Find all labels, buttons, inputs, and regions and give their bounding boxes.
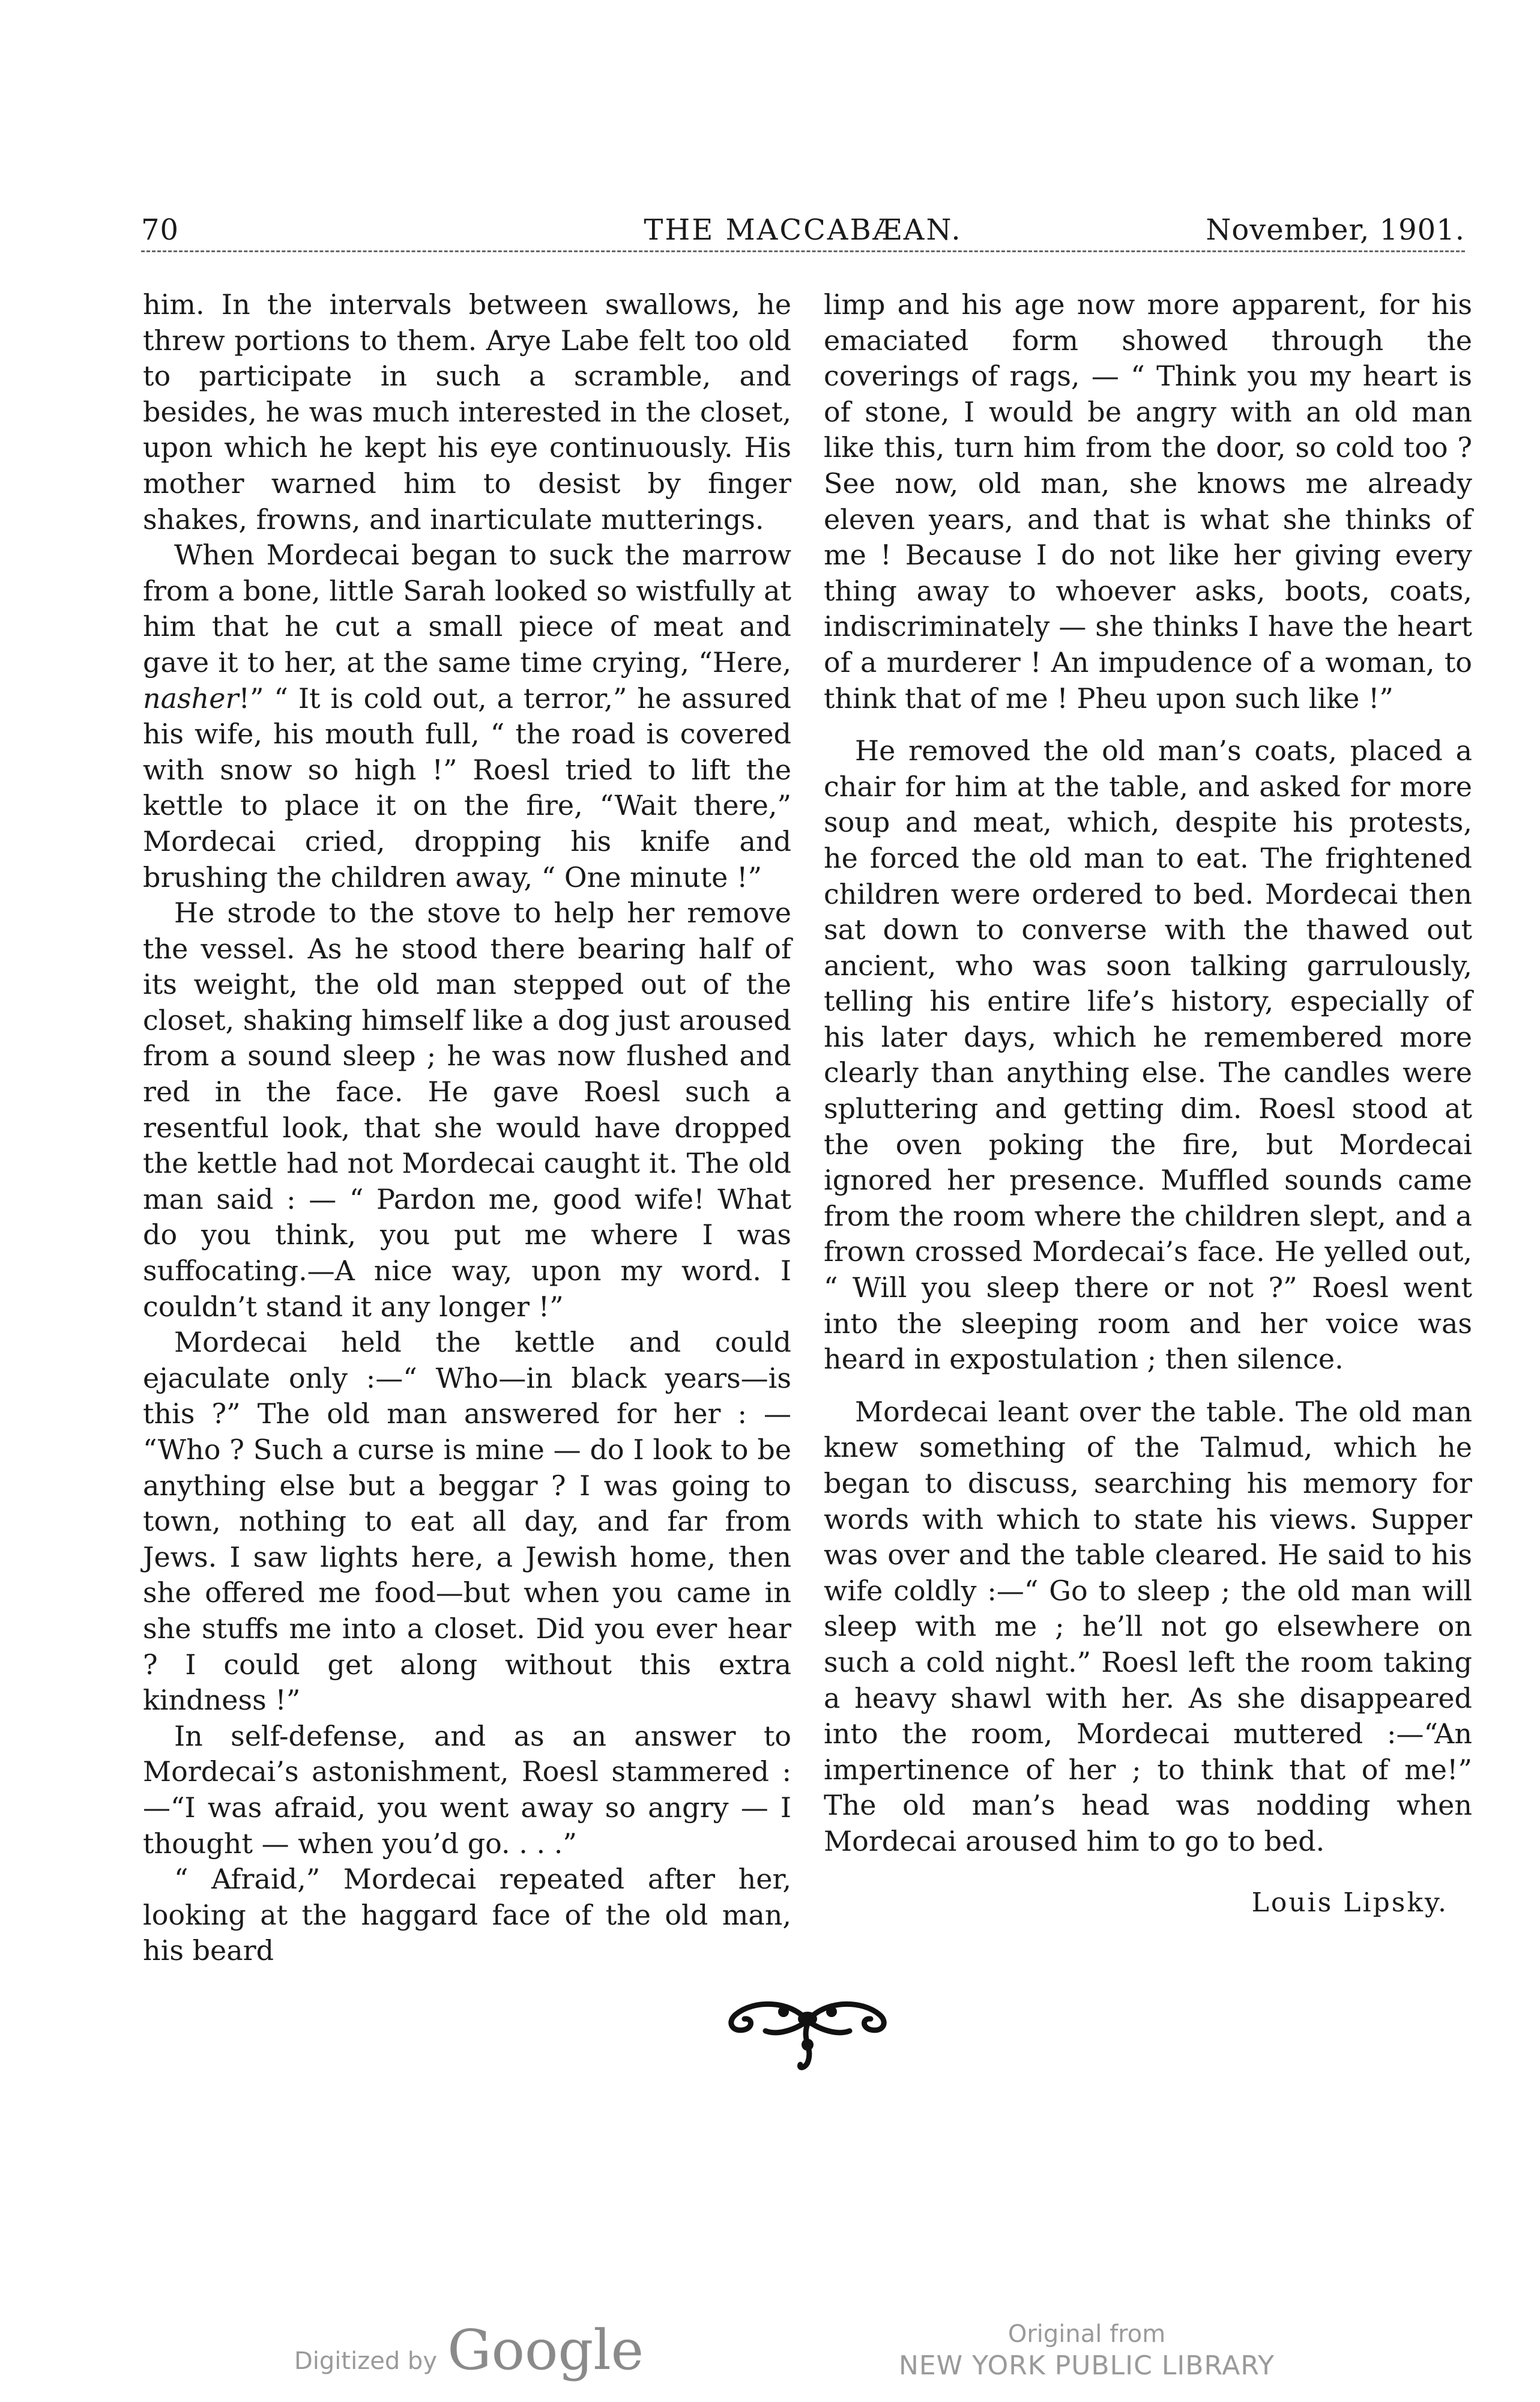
paragraph: In self-defense, and as an answer to Mordecai’s astonishment, Roesl stammered :—“I was afraid, you went away so angry — I thought — when you’d go. . . .” <box>143 1719 791 1860</box>
source-watermark <box>895 2319 1279 2383</box>
emphasized-word: nasher <box>143 682 239 715</box>
paragraph: He strode to the stove to help her remove the vessel. As he stood there bearing half of its weight, the old man stepped out of the closet, shaking himself like a dog just aroused from a sound sleep ; he was now flushed and red in the face. He gave Roesl such a resentful look, that she would have dropped the kettle had not Mordecai caught it. The old man said : — “ Pardon me, good wife! What do you think, you put me where I was suffocating.—A nice way, upon my word. I couldn’t stand it any longer !” <box>143 897 791 1323</box>
header-rule <box>141 250 1465 252</box>
journal-title: THE MACCABÆAN. <box>644 213 962 247</box>
paragraph: “ Afraid,” Mordecai repeated after her, looking at the haggard face of the old man, his beard <box>143 1863 791 1967</box>
paragraph: He removed the old man’s coats, placed a chair for him at the table, and asked for more soup and meat, which, despite his protests, he forced the old man to eat. The frightened children were ordered to bed. Mordecai then sat down to converse with the thawed out ancient, who was soon talking garrulously, telling his entire life’s history, especially of his later days, which he remembered more clearly than anything else. The candles were spluttering and getting dim. Roesl stood at the oven poking the fire, but Mordecai ignored her presence. Muffled sounds came from the room where the children slept, and a frown crossed Mordecai’s face. He yelled out, “ Will you sleep there or not ?” Roesl went into the sleeping room and her voice was heard in expostulation ; then silence. <box>824 734 1472 1376</box>
running-header <box>141 213 1465 255</box>
digitized-by-watermark <box>294 2318 644 2384</box>
paragraph: Mordecai leant over the table. The old man knew something of the Talmud, which he began to discuss, searching his memory for words with which to state his views. Supper was over and the table cleared. He said to his wife coldly :—“ Go to sleep ; the old man will sleep with me ; he’ll not go elsewhere on such a cold night.” Roesl left the room taking a heavy shawl with her. As she disappeared into the room, Mordecai muttered :—“An impertinence of her ; to think that of me!” The old man’s head was nodding when Mordecai aroused him to go to bed. <box>824 1395 1472 1857</box>
paragraph-text: !” “ It is cold out, a terror,” he assured his wife, his mouth full, “ the road is covered with snow so high !” Roesl tried to lift the kettle to place it on the fire, “Wait there,” Mordecai cried, dropping his knife and brushing the children away, “ One minute !” <box>143 682 791 894</box>
paragraph: limp and his age now more apparent, for his emaciated form showed through the coverings of rags, — “ Think you my heart is of stone, I would be angry with an old man like this, turn him from the door, so cold too ? See now, old man, she knows me already eleven years, and that is what she thinks of me ! Because I do not like her giving every thing away to whoever asks, boots, coats, indiscriminately — she thinks I have the heart of a murderer ! An impudence of a woman, to think that of me ! Pheu upon such like !” <box>824 288 1472 715</box>
ornament-icon <box>717 1988 898 2078</box>
paragraph <box>143 537 791 895</box>
original-from-label: Original from <box>1007 2320 1166 2348</box>
issue-date: November, 1901. <box>1206 213 1465 247</box>
digitized-by-label: Digitized by <box>294 2347 437 2375</box>
paragraph-text: When Mordecai began to suck the marrow from a bone, little Sarah looked so wistfully at him that he cut a small piece of meat and gave it to her, at the same time crying, “Here, <box>143 539 791 679</box>
library-name: NEW YORK PUBLIC LIBRARY <box>898 2350 1275 2381</box>
left-column <box>143 287 791 1969</box>
paragraph: him. In the intervals between swallows, he threw portions to them. Arye Labe felt too old to participate in such a scramble, and besides, he was much interested in the closet, upon which he kept his eye continuously. His mother warned him to desist by finger shakes, frowns, and inarticulate mutterings. <box>143 288 791 536</box>
right-column <box>824 287 1472 1920</box>
author-signature: Louis Lipsky. <box>1251 1887 1448 1918</box>
google-logo: Google <box>447 2318 644 2382</box>
page-number: 70 <box>141 213 180 247</box>
paragraph: Mordecai held the kettle and could ejaculate only :—“ Who—in black years—is this ?” The old man answered for her : — “Who ? Such a curse is mine — do I look to be anything else but a beggar ? I was going to town, nothing to eat all day, and far from Jews. I saw lights here, a Jewish home, then she offered me food—but when you came in she stuffs me into a closet. Did you ever hear ? I could get along without this extra kindness !” <box>143 1326 791 1717</box>
